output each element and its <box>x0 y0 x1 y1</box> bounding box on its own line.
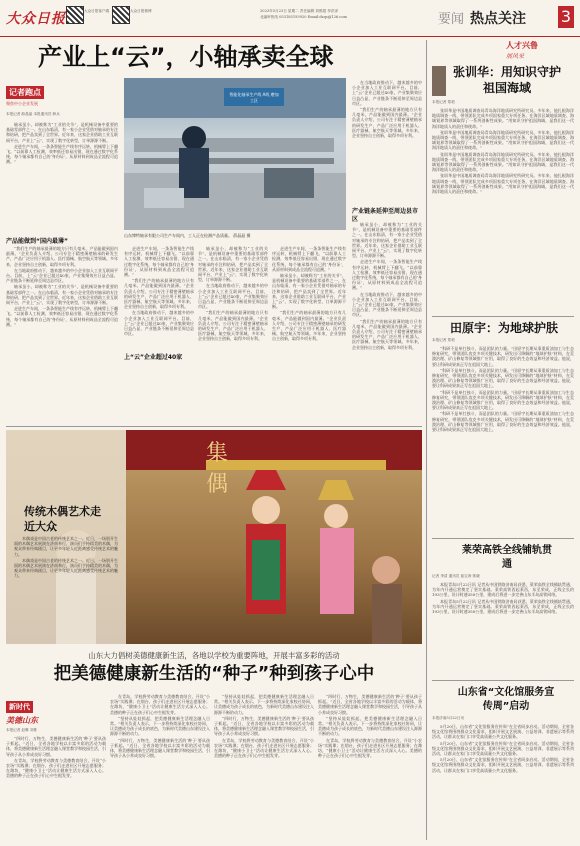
paragraph: 在青岛，学校将劳动教育与美德教育结合，开设“小农场”实践课；在烟台，孩子们走进社区开展志愿服务；在潍坊，“健康小卫士”活动让健康生活方式深入人心。美德的种子正在孩子们心中生根发芽。 <box>6 757 106 779</box>
zhang-byline: 本报记者 郑莉 <box>432 100 455 104</box>
paragraph: 走进生产车间，一条条智能生产线有序运转，机械臂上下翻飞。“以前靠人工检测，效率低还容易出错，现在通过数字化系统，每个轴承都有自己的‘身份证’，从原材料到成品全流程可追溯。” <box>124 246 194 278</box>
photo-credit: 薛晶晶 摄 <box>233 233 251 238</box>
qr-label: 大众日报微博 <box>130 9 152 13</box>
paragraph: “科研不是单打独斗，而是团队的力量。”田原宇长期从事重质油加工与生态修复研究，带领团队攻克多项关键技术，研发出可降解的“地球护肤”材料，在荒漠治理、矿山修复等领域推广应用，取得了良好的生态效益和经济效益。他说，要让科研成果真正写在祖国大地上。 <box>432 367 574 389</box>
column-tag <box>6 80 76 108</box>
article-body <box>124 246 194 422</box>
column-tag-sub: 聚焦中小企业发展 <box>6 101 38 106</box>
paragraph: “我们生产的轴承最薄的地方只有几毫米，产品能做到国内最薄。”企业负责人介绍，公司专注于精密薄壁轴承的研发生产，产品广泛应用于机器人、医疗器械、航空航天等领域。多年来，企业坚持自主创新，取得多项专利。 <box>124 278 194 310</box>
masthead <box>0 0 580 37</box>
article-body <box>432 582 574 678</box>
column-divider <box>426 40 427 840</box>
article-body <box>352 222 422 422</box>
stage-banner: 集 偶 <box>206 441 259 497</box>
article-body <box>6 736 106 840</box>
lead-headline: 产业上“云”，小轴承卖全球 <box>38 43 334 71</box>
contact-line: 北编审热线 053185193920 Email:dzqs@126.com <box>260 15 347 19</box>
article-body <box>214 694 314 840</box>
bottom-subtitle: 山东大力倡树美德健康新生活，各地以学校为重要阵地，开展丰富多彩的活动 <box>88 651 340 660</box>
paragraph: 走进生产车间，一条条智能生产线有序运转，机械臂上下翻飞。“以前靠人工检测，效率低还容易出错，现在通过数字化系统，每个轴承都有自己的‘身份证’，从原材料到成品全流程可追溯。” <box>6 143 118 165</box>
column-tag <box>6 694 66 726</box>
paragraph: 轴承虽小，却被称为“工业的关节”，是机械设备中重要的基础零部件之一。在山东临清，有一家小企业凭借对轴承的专注和钻研，把产品卖到了全世界。近年来，这家企业借助工业互联网平台，产业上“云”，实现了数字化转型，订单源源不断。 <box>352 222 422 259</box>
paragraph: “坚持从娃娃抓起，把美德健康新生活理念融入日常。”相关负责人表示，下一步将持续深化家校社协同，让美德成为孩子成长的底色，为新时代美德山东建设注入源源不断的动力。 <box>318 715 422 737</box>
paragraph: 在当地政府推动下，越来越多的中小企业加入工业互联网平台。目前，上“云”企业已超过40家，产业集聚效应日益凸显，产业链条不断延伸至周边县市区。 <box>124 310 194 337</box>
paragraph: 张训华是中国地质调查局青岛海洋地质研究所研究员。多年来，他扎根海洋地质调查一线，带领团队完成多项国家重大专项任务，在海洋区域地质调查、海域划界等领域取得了一系列创新性成果。“用知识守护祖国海域，是我们这一代海洋地质人的责任和使命。” <box>432 173 574 195</box>
paragraph: 轴承虽小，却被称为“工业的关节”，是机械设备中重要的基础零部件之一。在山东临清，有一家小企业凭借对轴承的专注和钻研，把产品卖到了全世界。近年来，这家企业借助工业互联网平台，产业上“云”，实现了数字化转型，订单源源不断。 <box>6 122 118 143</box>
bottom-headline: 把美德健康新生活的“种子”种到孩子心中 <box>53 664 375 684</box>
paragraph: 在青岛，学校将劳动教育与美德教育结合，开设“小农场”实践课；在烟台，孩子们走进社区开展志愿服务；在潍坊，“健康小卫士”活动让健康生活方式深入人心。美德的种子正在孩子们心中生根发芽。 <box>318 737 422 759</box>
section-zone: 要闻 <box>438 12 465 27</box>
paragraph: “我们生产的轴承最薄的地方只有几毫米，产品能做到国内最薄。”企业负责人介绍，公司专注于精密薄壁轴承的研发生产，产品广泛应用于机器人、医疗器械、航空航天等领域。多年来，企业坚持自主创新，取得多项专利。 <box>352 318 422 350</box>
paragraph: “四时行，万物生，美德健康新生活的‘种子’要从孩子抓起。”近日，全省各地学校以丰富多彩的活动为载体，将美德健康新生活理念融入课堂教学和校园生活，引导孩子从小养成良好习惯。 <box>318 694 422 715</box>
column-tag-title: 新时代 <box>6 701 33 713</box>
section-divider <box>432 316 574 317</box>
photo-caption <box>124 233 346 238</box>
paragraph: 走进生产车间，一条条智能生产线有序运转，机械臂上下翻飞。“以前靠人工检测，效率低还容易出错，现在通过数字化系统，每个轴承都有自己的‘身份证’，从原材料到成品全流程可追溯。” <box>272 246 346 272</box>
train-byline: 记者 李清 通讯员 崔宝涛 郭晓 <box>432 574 480 578</box>
article-body <box>432 346 574 534</box>
qr-code-icon <box>112 6 130 24</box>
paragraph: “我们生产的轴承最薄的地方只有几毫米，产品能做到国内最薄。”企业负责人介绍，公司专注于精密薄壁轴承的研发生产，产品广泛应用于机器人、医疗器械、航空航天等领域。多年来，企业坚持自主创新，取得多项专利。 <box>272 310 346 342</box>
section-title: 热点关注 <box>470 11 526 27</box>
article-body <box>6 122 118 234</box>
talent-logo <box>506 40 576 60</box>
subheading: 产业链条延伸至周边县市区 <box>352 208 419 223</box>
paragraph: 木偶戏是中国古老的传统艺术之一。近日，一场别开生面的木偶艺术展演在济南举行，演员们手持精美的木偶，为观众带来经典剧目，让更多年轻人近距离感受传统艺术的魅力。 <box>14 536 118 557</box>
paragraph: 在当地政府推动下，越来越多的中小企业加入工业互联网平台。目前，上“云”企业已超过40家，产业集聚效应日益凸显，产业链条不断延伸至周边县市区。 <box>6 267 118 284</box>
paragraph: 轴承虽小，却被称为“工业的关节”，是机械设备中重要的基础零部件之一。在山东临清，有一家小企业凭借对轴承的专注和钻研，把产品卖到了全世界。近年来，这家企业借助工业互联网平台，产业上“云”，实现了数字化转型，订单源源不断。 <box>198 246 268 283</box>
culture-headline: 山东省“文化馆服务宣传周”启动 <box>457 687 555 712</box>
paragraph: “科研不是单打独斗，而是团队的力量。”田原宇长期从事重质油加工与生态修复研究，带领团队攻克多项关键技术，研发出可降解的“地球护肤”材料，在荒漠治理、矿山修复等领域推广应用，取得了良好的生态效益和经济效益。他说，要让科研成果真正写在祖国大地上。 <box>432 346 574 367</box>
column-tag-title: 记者跑点 <box>6 86 44 99</box>
talent-logo-sub: 展风采 <box>506 53 525 60</box>
paragraph: “四时行，万物生，美德健康新生活的‘种子’要从孩子抓起。”近日，全省各地学校以丰富多彩的活动为载体，将美德健康新生活理念融入课堂教学和校园生活，引导孩子从小养成良好习惯。 <box>6 736 106 757</box>
subheading: 产品能做到“国内最薄” <box>6 238 68 245</box>
article-body <box>14 536 118 640</box>
paragraph: 在当地政府推动下，越来越多的中小企业加入工业互联网平台。目前，上“云”企业已超过40家，产业集聚效应日益凸显，产业链条不断延伸至周边县市区。 <box>352 80 422 106</box>
train-headline: 莱荣高铁全线铺轨贯通 <box>462 545 552 570</box>
paragraph: 走进生产车间，一条条智能生产线有序运转，机械臂上下翻飞。“以前靠人工检测，效率低还容易出错，现在通过数字化系统，每个轴承都有自己的‘身份证’，从原材料到成品全流程可追溯。” <box>352 259 422 291</box>
paragraph: “坚持从娃娃抓起，把美德健康新生活理念融入日常。”相关负责人表示，下一步将持续深化家校社协同，让美德成为孩子成长的底色，为新时代美德山东建设注入源源不断的动力。 <box>214 694 314 715</box>
paragraph: 木偶戏是中国古老的传统艺术之一。近日，一场别开生面的木偶艺术展演在济南举行，演员们手持精美的木偶，为观众带来经典剧目，让更多年轻人近距离感受传统艺术的魅力。 <box>14 557 118 579</box>
paragraph: 5月20日，山东省“文化馆服务宣传周”在全省同步启动。活动期间，全省各级文化馆将围绕群众文化需求，组织开展文艺展演、公益培训、非遗展示等系列活动，让群众在家门口享受高质量公共文化服务。 <box>432 740 574 757</box>
zhang-headline: 张训华：用知识守护祖国海域 <box>452 65 561 95</box>
article-body <box>318 694 422 840</box>
talent-logo-title: 人才兴鲁 <box>506 41 538 50</box>
paragraph: “坚持从娃娃抓起，把美德健康新生活理念融入日常。”相关负责人表示，下一步将持续深化家校社协同，让美德成为孩子成长的底色，为新时代美德山东建设注入源源不断的动力。 <box>110 715 210 737</box>
paragraph: 本报青岛5月22日讯 记者从中国铁路济南局获悉，莱荣高铁全线铺轨贯通，为年内开通运营奠定了坚实基础。莱荣高铁西起莱西，东至荣成，正线全长约193公里，设计时速350公里，建成后将进一步完善山东半岛高铁网络。 <box>432 598 574 615</box>
article-body <box>272 246 346 422</box>
section-divider <box>6 426 422 427</box>
section-divider <box>432 538 574 539</box>
tian-byline: 本报记者 郑莉 <box>432 338 455 342</box>
portrait-photo <box>432 66 446 96</box>
paragraph: 在青岛，学校将劳动教育与美德教育结合，开设“小农场”实践课；在烟台，孩子们走进社区开展志愿服务；在潍坊，“健康小卫士”活动让健康生活方式深入人心。美德的种子正在孩子们心中生根发芽。 <box>214 737 314 759</box>
paragraph: “科研不是单打独斗，而是团队的力量。”田原宇长期从事重质油加工与生态修复研究，带领团队攻克多项关键技术，研发出可降解的“地球护肤”材料，在荒漠治理、矿山修复等领域推广应用，取得了良好的生态效益和经济效益。他说，要让科研成果真正写在祖国大地上。 <box>432 389 574 411</box>
paragraph: 张训华是中国地质调查局青岛海洋地质研究所研究员。多年来，他扎根海洋地质调查一线，带领团队完成多项国家重大专项任务，在海洋区域地质调查、海域划界等领域取得了一系列创新性成果。“用知识守护祖国海域，是我们这一代海洋地质人的责任和使命。” <box>432 108 574 129</box>
column-tag-sub: 美德山东 <box>6 716 38 725</box>
section-divider <box>432 680 574 681</box>
paragraph: 轴承虽小，却被称为“工业的关节”，是机械设备中重要的基础零部件之一。在山东临清，有一家小企业凭借对轴承的专注和钻研，把产品卖到了全世界。近年来，这家企业借助工业互联网平台，产业上“云”，实现了数字化转型，订单源源不断。 <box>272 273 346 310</box>
newspaper-logo: 大众日报 <box>6 11 66 27</box>
paragraph: 5月20日，山东省“文化馆服务宣传周”在全省同步启动。活动期间，全省各级文化馆将围绕群众文化需求，组织开展文艺展演、公益培训、非遗展示等系列活动，让群众在家门口享受高质量公共文化服务。 <box>432 757 574 773</box>
article-body <box>432 108 574 318</box>
caption-text: 山东博特轴承有限公司生产车间内，工人正在检测产品质量。 <box>124 233 232 238</box>
lead-byline: 本报记者 薛晶晶 本报通讯员 韩兵 <box>6 112 60 116</box>
culture-byline: 本报济南5月22日讯 <box>432 716 465 720</box>
paragraph: 走进生产车间，一条条智能生产线有序运转，机械臂上下翻飞。“以前靠人工检测，效率低还容易出错，现在通过数字化系统，每个轴承都有自己的‘身份证’，从原材料到成品全流程可追溯。” <box>6 306 118 327</box>
paragraph: 5月20日，山东省“文化馆服务宣传周”在全省同步启动。活动期间，全省各级文化馆将围绕群众文化需求，组织开展文艺展演、公益培训、非遗展示等系列活动，让群众在家门口享受高质量公共文化服务。 <box>432 724 574 740</box>
paragraph: “四时行，万物生，美德健康新生活的‘种子’要从孩子抓起。”近日，全省各地学校以丰富多彩的活动为载体，将美德健康新生活理念融入课堂教学和校园生活，引导孩子从小养成良好习惯。 <box>214 715 314 737</box>
paragraph: 在青岛，学校将劳动教育与美德教育结合，开设“小农场”实践课；在烟台，孩子们走进社区开展志愿服务；在潍坊，“健康小卫士”活动让健康生活方式深入人心。美德的种子正在孩子们心中生根发芽。 <box>110 694 210 715</box>
paragraph: 在当地政府推动下，越来越多的中小企业加入工业互联网平台。目前，上“云”企业已超过40家，产业集聚效应日益凸显，产业链条不断延伸至周边县市区。 <box>198 283 268 310</box>
subheading: 上“云”企业超过40家 <box>124 354 183 361</box>
date-line: 2023年5月23日 星期二 责任编辑 刘维超 李洪泽 <box>260 9 339 13</box>
paragraph: 在当地政府推动下，越来越多的中小企业加入工业互联网平台。目前，上“云”企业已超过40家，产业集聚效应日益凸显，产业链条不断延伸至周边县市区。 <box>352 291 422 318</box>
paragraph: 张训华是中国地质调查局青岛海洋地质研究所研究员。多年来，他扎根海洋地质调查一线，带领团队完成多项国家重大专项任务，在海洋区域地质调查、海域划界等领域取得了一系列创新性成果。“用知识守护祖国海域，是我们这一代海洋地质人的责任和使命。” <box>432 151 574 173</box>
paragraph: 本报青岛5月22日讯 记者从中国铁路济南局获悉，莱荣高铁全线铺轨贯通，为年内开通运营奠定了坚实基础。莱荣高铁西起莱西，东至荣成，正线全长约193公里，设计时速350公里，建成后将进一步完善山东半岛高铁网络。 <box>432 582 574 598</box>
qr-label: 大众日报客户端 <box>84 9 110 13</box>
paragraph: “我们生产的轴承最薄的地方只有几毫米，产品能做到国内最薄。”企业负责人介绍，公司专注于精密薄壁轴承的研发生产，产品广泛应用于机器人、医疗器械、航空航天等领域。多年来，企业坚持自主创新，取得多项专利。 <box>6 246 118 267</box>
article-body <box>432 724 574 840</box>
article-body <box>352 80 422 204</box>
page-number: 3 <box>558 6 574 28</box>
paragraph: “我们生产的轴承最薄的地方只有几毫米，产品能做到国内最薄。”企业负责人介绍，公司专注于精密薄壁轴承的研发生产，产品广泛应用于机器人、医疗器械、航空航天等领域。多年来，企业坚持自主创新，取得多项专利。 <box>352 107 422 139</box>
lead-photo <box>124 78 346 230</box>
article-body <box>6 246 118 422</box>
article-body <box>198 246 268 422</box>
qr-code-icon <box>66 6 84 24</box>
paragraph: 轴承虽小，却被称为“工业的关节”，是机械设备中重要的基础零部件之一。在山东临清，有一家小企业凭借对轴承的专注和钻研，把产品卖到了全世界。近年来，这家企业借助工业互联网平台，产业上“云”，实现了数字化转型，订单源源不断。 <box>6 284 118 306</box>
puppet-photo <box>6 430 422 644</box>
bottom-byline: 本报记者 赵琳 刘栋 <box>6 728 38 732</box>
tian-headline: 田原宇：为地球护肤 <box>450 321 559 335</box>
article-body <box>110 694 210 840</box>
paragraph: “科研不是单打独斗，而是团队的力量。”田原宇长期从事重质油加工与生态修复研究，带领团队攻克多项关键技术，研发出可降解的“地球护肤”材料，在荒漠治理、矿山修复等领域推广应用，取得了良好的生态效益和经济效益。他说，要让科研成果真正写在祖国大地上。 <box>432 411 574 433</box>
photo-sign-label: 智能化轴承生产线 A线 磨加工区 <box>229 92 279 103</box>
paragraph: “四时行，万物生，美德健康新生活的‘种子’要从孩子抓起。”近日，全省各地学校以丰富多彩的活动为载体，将美德健康新生活理念融入课堂教学和校园生活，引导孩子从小养成良好习惯。 <box>110 737 210 759</box>
puppet-headline: 传统木偶艺术走近大众 <box>24 505 101 533</box>
paragraph: 张训华是中国地质调查局青岛海洋地质研究所研究员。多年来，他扎根海洋地质调查一线，带领团队完成多项国家重大专项任务，在海洋区域地质调查、海域划界等领域取得了一系列创新性成果。“用知识守护祖国海域，是我们这一代海洋地质人的责任和使命。” <box>432 129 574 151</box>
paragraph: “我们生产的轴承最薄的地方只有几毫米，产品能做到国内最薄。”企业负责人介绍，公司专注于精密薄壁轴承的研发生产，产品广泛应用于机器人、医疗器械、航空航天等领域。多年来，企业坚持自主创新，取得多项专利。 <box>198 310 268 342</box>
